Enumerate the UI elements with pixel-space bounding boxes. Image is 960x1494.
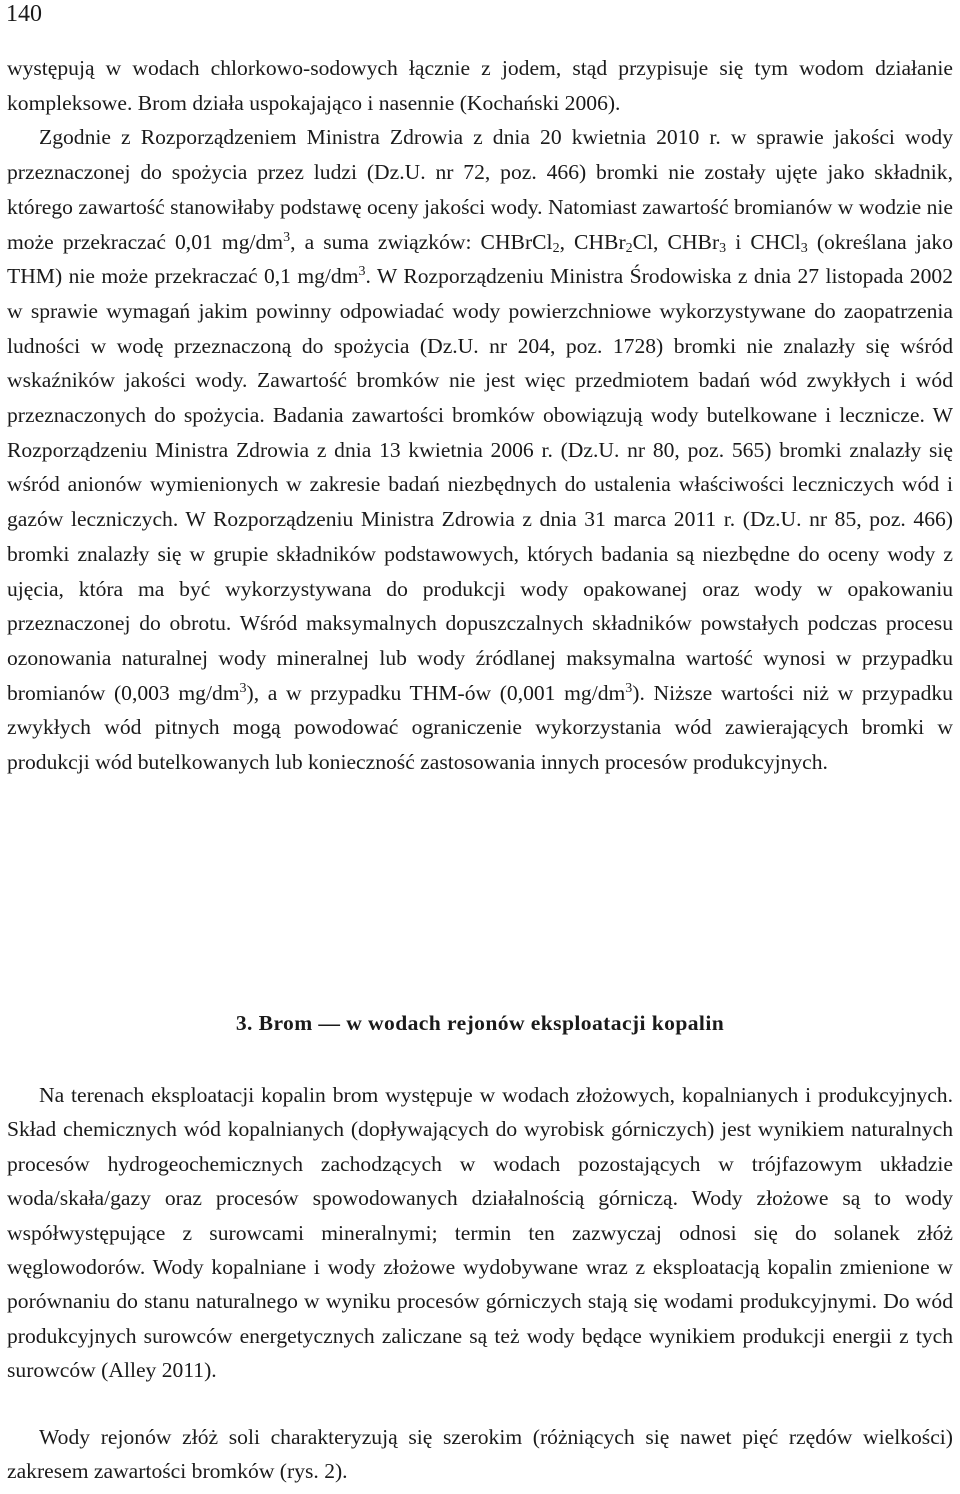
body-paragraph-3: Wody rejonów złóż soli charakteryzują się szerokim (różniących się nawet pięć rzędów wielkości) zakresem zawartości bromków (rys. 2). (7, 1425, 953, 1484)
superscript: 3 (239, 680, 247, 696)
section-heading: 3. Brom — w wodach rejonów eksploatacji kopalin (235, 1011, 725, 1035)
page-number: 140 (6, 1, 42, 27)
subscript: 3 (719, 240, 727, 256)
text-run: występują w wodach chlorkowo-sodowych łącznie z jodem, stąd przypisuje się tym wodom działanie kompleksowe. Brom działa uspokajająco i nasennie (Kochański 2006). (7, 56, 953, 115)
superscript: 3 (358, 264, 366, 280)
text-run: , CHBr (559, 229, 626, 254)
text-run: ), a w przypadku THM-ów (0,001 mg/dm (246, 680, 626, 705)
text-run: Zgodnie z Rozporządzeniem Ministra Zdrowia z dnia 20 kwietnia 2010 r. w sprawie jakości wody przeznaczonej do spożycia przez ludzi (Dz.U. nr 72, poz. 466) bromki nie zostały ujęte jako składnik, którego zawartość stanowiłaby podstawę oceny jakości wody. Natomiast zawartość bromianów w wodzie nie może przekraczać 0,01 mg/dm (7, 125, 953, 254)
text-run: (określana jako THM) nie może przekraczać 0,1 mg/dm (7, 229, 954, 289)
superscript: 3 (625, 680, 633, 696)
text-run: ). Niższe wartości niż w przypadku zwykłych wód pitnych mogą powodować ograniczenie wykorzystania wód zawierających bromki w produkcji wód butelkowanych lub konieczność zastosowania innych procesów produkcyjnych. (7, 680, 953, 775)
text-run: , a suma związków: CHBrCl (290, 229, 553, 254)
subscript: 2 (552, 240, 560, 256)
body-paragraph-1 (7, 51, 953, 780)
subscript: 3 (800, 240, 808, 256)
text-run: . W Rozporządzeniu Ministra Środowiska z dnia 27 listopada 2002 w sprawie wymagań jakim powinny odpowiadać wody powierzchniowe wykorzystywane do zaopatrzenia ludności w wodę przeznaczoną do spożycia (Dz.U. nr 204, poz. 1728) bromki nie znalazły się wśród wskaźników jakości wody. Zawartość bromków nie jest więc przedmiotem badań wód zwykłych i wód przeznaczonych do spożycia. Badania zawartości bromków obowiązują wody butelkowane i lecznicze. W Rozporządzeniu Ministra Zdrowia z dnia 13 kwietnia 2006 r. (Dz.U. nr 80, poz. 565) bromki znalazły się wśród anionów wymienionych w zakresie badań niezbędnych do ustalenia właściwości leczniczych wód i gazów leczniczych. W Rozporządzeniu Ministra Zdrowia z dnia 31 marca 2011 r. (Dz.U. nr 85, poz. 466) bromki znalazły się w grupie składników podstawowych, których badania są niezbędne do oceny wody z ujęcia, która ma być wykorzystywana do produkcji wody opakowanej oraz wody w opakowaniu przeznaczonej do obrotu. Wśród maksymalnych dopuszczalnych składników powstałych podczas procesu ozonowania naturalnej wody mineralnej lub wody źródlanej maksymalna wartość wynosi w przypadku bromianów (0,003 mg/dm (7, 264, 953, 705)
superscript: 3 (283, 229, 291, 245)
text-run: Cl, CHBr (632, 229, 720, 254)
body-paragraph-2: Na terenach eksploatacji kopalin brom występuje w wodach złożowych, kopalnianych i produkcyjnych. Skład chemicznych wód kopalnianych (dopływających do wyrobisk górniczych) jest wynikiem naturalnych procesów hydrogeochemicznych zachodzących w wodach pozostających w trójfazowym układzie woda/skała/gazy oraz procesów spowodowanych działalnością górniczą. Wody złożowe są to wody współwystępujące z surowcami mineralnymi; termin ten zazwyczaj odnosi się do solanek złóż węglowodorów. Wody kopalniane i wody złożowe wydobywane wraz z eksploatacją kopalin zmienione w porównaniu do stanu naturalnego w wyniku procesów górniczych stają się wodami produkcyjnymi. Do wód produkcyjnych surowców energetycznych zaliczane są też wody będące wynikiem produkcji energii z tych surowców (Alley 2011). (7, 1083, 953, 1383)
subscript: 2 (625, 240, 633, 256)
text-run: i CHCl (726, 229, 801, 254)
